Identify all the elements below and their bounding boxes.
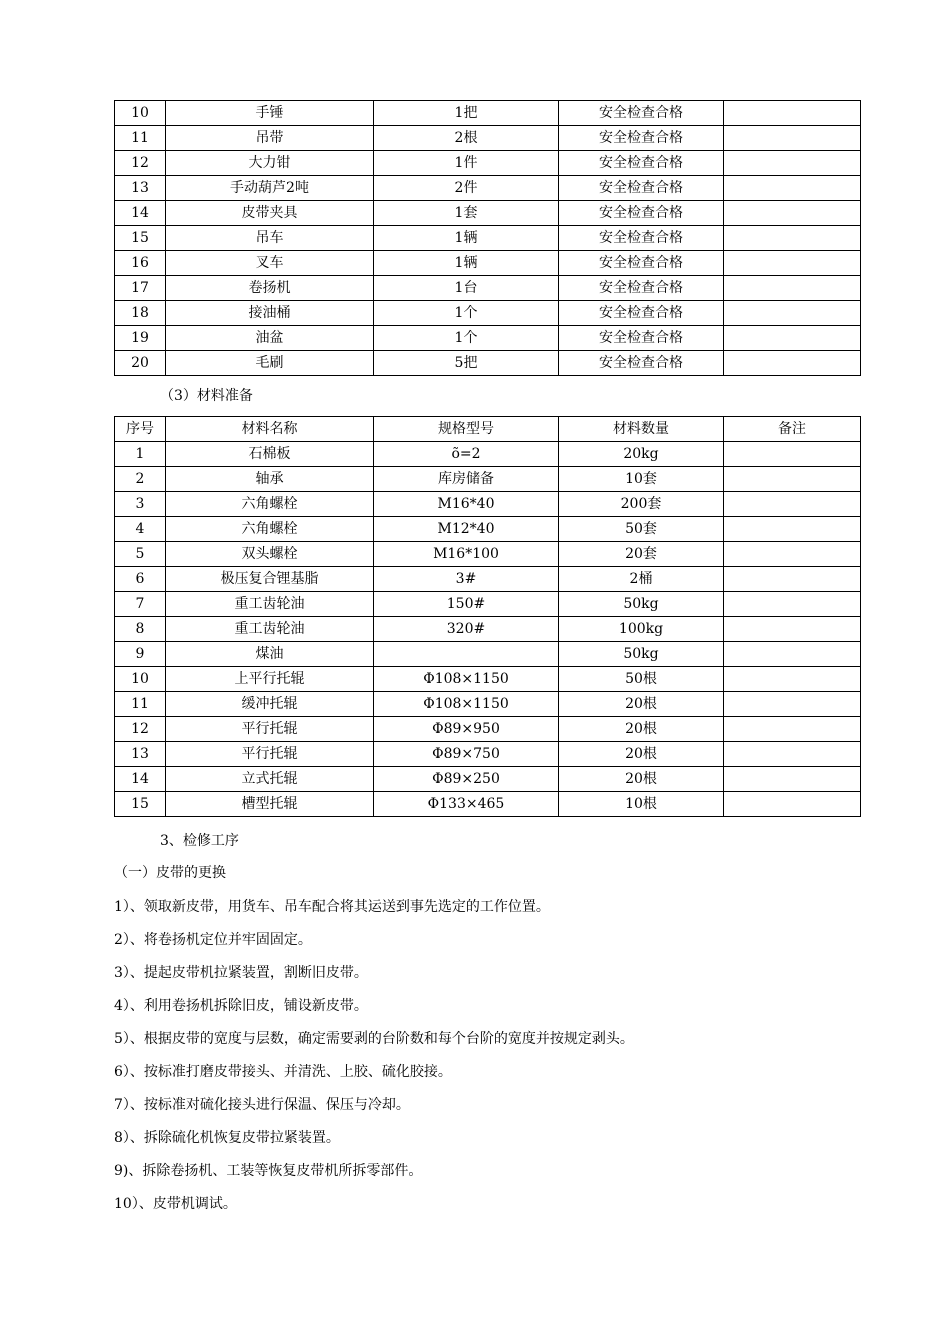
table-cell xyxy=(724,276,861,301)
table-cell: 吊车 xyxy=(166,226,374,251)
table-cell: 安全检查合格 xyxy=(559,176,724,201)
table-cell: 10 xyxy=(115,101,166,126)
table-row xyxy=(115,692,861,717)
step-item: 4）、利用卷扬机拆除旧皮，铺设新皮带。 xyxy=(114,998,368,1014)
table-cell: 20根 xyxy=(559,692,724,717)
table-cell: 手锤 xyxy=(166,101,374,126)
table-row xyxy=(115,226,861,251)
table-cell: 1辆 xyxy=(374,226,559,251)
table-cell: 19 xyxy=(115,326,166,351)
table-cell: 槽型托辊 xyxy=(166,792,374,817)
step-item: 7）、按标准对硫化接头进行保温、保压与冷却。 xyxy=(114,1097,410,1113)
table-cell xyxy=(724,592,861,617)
step-item: 6）、按标准打磨皮带接头、并清洗、上胶、硫化胶接。 xyxy=(114,1064,452,1080)
table-cell xyxy=(724,176,861,201)
table-cell xyxy=(724,692,861,717)
table-cell: 缓冲托辊 xyxy=(166,692,374,717)
table-row xyxy=(115,617,861,642)
table-cell: 14 xyxy=(115,767,166,792)
table-cell: 安全检查合格 xyxy=(559,251,724,276)
table-cell: 200套 xyxy=(559,492,724,517)
step-item: 8）、拆除硫化机恢复皮带拉紧装置。 xyxy=(114,1130,340,1146)
step-item: 5）、根据皮带的宽度与层数，确定需要剥的台阶数和每个台阶的宽度并按规定剥头。 xyxy=(114,1031,634,1047)
table-cell: 20kg xyxy=(559,442,724,467)
table-cell: 10套 xyxy=(559,467,724,492)
table-cell: 9 xyxy=(115,642,166,667)
table-cell: 安全检查合格 xyxy=(559,276,724,301)
table-cell: 重工齿轮油 xyxy=(166,617,374,642)
table-cell xyxy=(724,567,861,592)
step-item: 10）、皮带机调试。 xyxy=(114,1196,237,1212)
table-cell: 6 xyxy=(115,567,166,592)
table-cell: 1台 xyxy=(374,276,559,301)
table-cell xyxy=(724,492,861,517)
table-cell: 2件 xyxy=(374,176,559,201)
table-cell: 叉车 xyxy=(166,251,374,276)
table-cell xyxy=(724,201,861,226)
table-row xyxy=(115,301,861,326)
table-cell xyxy=(724,251,861,276)
table-row xyxy=(115,717,861,742)
table-cell: 1把 xyxy=(374,101,559,126)
table-cell: 安全检查合格 xyxy=(559,201,724,226)
table-cell: 3# xyxy=(374,567,559,592)
table-header-row xyxy=(115,417,861,442)
table-row xyxy=(115,126,861,151)
table-cell: 17 xyxy=(115,276,166,301)
table-row xyxy=(115,642,861,667)
table-row xyxy=(115,326,861,351)
table-cell: 50kg xyxy=(559,592,724,617)
table-cell: 油盆 xyxy=(166,326,374,351)
table-cell: 3 xyxy=(115,492,166,517)
table-cell: 1 xyxy=(115,442,166,467)
table-cell: 1件 xyxy=(374,151,559,176)
table-cell: 5把 xyxy=(374,351,559,376)
table-cell xyxy=(724,467,861,492)
table-row xyxy=(115,517,861,542)
table-cell: 50根 xyxy=(559,667,724,692)
table-row xyxy=(115,201,861,226)
materials-heading: （3）材料准备 xyxy=(160,388,253,404)
header-cell: 材料名称 xyxy=(166,417,374,442)
table-cell: 六角螺栓 xyxy=(166,492,374,517)
table-row xyxy=(115,792,861,817)
table-cell: 20根 xyxy=(559,717,724,742)
table-cell: 12 xyxy=(115,151,166,176)
table-cell xyxy=(724,301,861,326)
table-cell: Φ133×465 xyxy=(374,792,559,817)
table-cell: 50套 xyxy=(559,517,724,542)
table-cell: 卷扬机 xyxy=(166,276,374,301)
table-cell xyxy=(724,351,861,376)
table-cell: 11 xyxy=(115,126,166,151)
table-cell: 吊带 xyxy=(166,126,374,151)
materials-table xyxy=(114,416,861,817)
table-row xyxy=(115,767,861,792)
table-cell: 安全检查合格 xyxy=(559,351,724,376)
table-cell: 20 xyxy=(115,351,166,376)
table-cell: 2根 xyxy=(374,126,559,151)
table-cell: 20根 xyxy=(559,742,724,767)
table-cell xyxy=(724,742,861,767)
table-cell: 接油桶 xyxy=(166,301,374,326)
table-cell: Φ89×750 xyxy=(374,742,559,767)
table-cell: 1个 xyxy=(374,326,559,351)
table-cell: 大力钳 xyxy=(166,151,374,176)
table-cell: Φ108×1150 xyxy=(374,667,559,692)
table-cell: 18 xyxy=(115,301,166,326)
table-cell xyxy=(724,126,861,151)
table-cell: M12*40 xyxy=(374,517,559,542)
table-cell: 毛刷 xyxy=(166,351,374,376)
table-cell: Φ89×950 xyxy=(374,717,559,742)
table-row xyxy=(115,592,861,617)
table-cell: 1辆 xyxy=(374,251,559,276)
table-cell: 双头螺栓 xyxy=(166,542,374,567)
table-cell: M16*40 xyxy=(374,492,559,517)
table-row xyxy=(115,567,861,592)
table-cell: 320# xyxy=(374,617,559,642)
table-cell: 轴承 xyxy=(166,467,374,492)
table-cell xyxy=(374,642,559,667)
table-cell xyxy=(724,792,861,817)
table-cell: 13 xyxy=(115,742,166,767)
header-cell: 规格型号 xyxy=(374,417,559,442)
table-cell: 20根 xyxy=(559,767,724,792)
table-cell: 手动葫芦2吨 xyxy=(166,176,374,201)
table-cell: 库房储备 xyxy=(374,467,559,492)
table-cell xyxy=(724,151,861,176)
table-cell: 15 xyxy=(115,792,166,817)
table-cell: M16*100 xyxy=(374,542,559,567)
table-cell: 石棉板 xyxy=(166,442,374,467)
table-row xyxy=(115,276,861,301)
table-cell: Φ108×1150 xyxy=(374,692,559,717)
table-cell: 六角螺栓 xyxy=(166,517,374,542)
step-item: 2）、将卷扬机定位并牢固固定。 xyxy=(114,932,312,948)
table-cell: 10根 xyxy=(559,792,724,817)
table-cell: 立式托辊 xyxy=(166,767,374,792)
table-cell: 11 xyxy=(115,692,166,717)
table-cell: 平行托辊 xyxy=(166,742,374,767)
table-cell: 皮带夹具 xyxy=(166,201,374,226)
header-cell: 材料数量 xyxy=(559,417,724,442)
step-item: 9)、拆除卷扬机、工装等恢复皮带机所拆零部件。 xyxy=(114,1163,423,1179)
table-cell: 20套 xyxy=(559,542,724,567)
step-item: 3）、提起皮带机拉紧装置，割断旧皮带。 xyxy=(114,965,368,981)
table-cell: 安全检查合格 xyxy=(559,101,724,126)
table-cell xyxy=(724,326,861,351)
table-cell: 50kg xyxy=(559,642,724,667)
table-cell xyxy=(724,101,861,126)
table-cell: 1个 xyxy=(374,301,559,326)
step-item: 1）、领取新皮带，用货车、吊车配合将其运送到事先选定的工作位置。 xyxy=(114,899,550,915)
table-row xyxy=(115,467,861,492)
table-row xyxy=(115,542,861,567)
table-cell xyxy=(724,717,861,742)
table-row xyxy=(115,151,861,176)
table-cell: 平行托辊 xyxy=(166,717,374,742)
table-row xyxy=(115,176,861,201)
table-cell: 12 xyxy=(115,717,166,742)
section-title: 3、检修工序 xyxy=(160,833,239,849)
table-cell: 极压复合锂基脂 xyxy=(166,567,374,592)
table-cell: 100kg xyxy=(559,617,724,642)
table-cell xyxy=(724,442,861,467)
table-cell: 安全检查合格 xyxy=(559,301,724,326)
table-cell: 2 xyxy=(115,467,166,492)
table-cell: 150# xyxy=(374,592,559,617)
table-cell: 10 xyxy=(115,667,166,692)
table-cell: 7 xyxy=(115,592,166,617)
header-cell: 备注 xyxy=(724,417,861,442)
table-cell: 安全检查合格 xyxy=(559,326,724,351)
table-row xyxy=(115,251,861,276)
table-cell xyxy=(724,767,861,792)
table-cell xyxy=(724,667,861,692)
table-cell: 15 xyxy=(115,226,166,251)
table-cell: 安全检查合格 xyxy=(559,126,724,151)
table-cell: 煤油 xyxy=(166,642,374,667)
table-cell xyxy=(724,617,861,642)
table-cell: 4 xyxy=(115,517,166,542)
table-row xyxy=(115,101,861,126)
table-cell: 5 xyxy=(115,542,166,567)
table-cell: 安全检查合格 xyxy=(559,226,724,251)
table-cell: 重工齿轮油 xyxy=(166,592,374,617)
header-cell: 序号 xyxy=(115,417,166,442)
table-row xyxy=(115,442,861,467)
table-cell: 13 xyxy=(115,176,166,201)
tools-table xyxy=(114,100,861,376)
table-cell: Φ89×250 xyxy=(374,767,559,792)
table-cell: 安全检查合格 xyxy=(559,151,724,176)
subsection-title: （一）皮带的更换 xyxy=(114,865,226,881)
table-cell xyxy=(724,517,861,542)
table-cell: 16 xyxy=(115,251,166,276)
table-row xyxy=(115,492,861,517)
table-cell xyxy=(724,642,861,667)
table-cell: 2桶 xyxy=(559,567,724,592)
table-cell xyxy=(724,542,861,567)
table-cell: 1套 xyxy=(374,201,559,226)
table-cell xyxy=(724,226,861,251)
table-cell: 14 xyxy=(115,201,166,226)
table-row xyxy=(115,742,861,767)
table-cell: õ=2 xyxy=(374,442,559,467)
table-row xyxy=(115,667,861,692)
table-cell: 8 xyxy=(115,617,166,642)
table-cell: 上平行托辊 xyxy=(166,667,374,692)
table-row xyxy=(115,351,861,376)
